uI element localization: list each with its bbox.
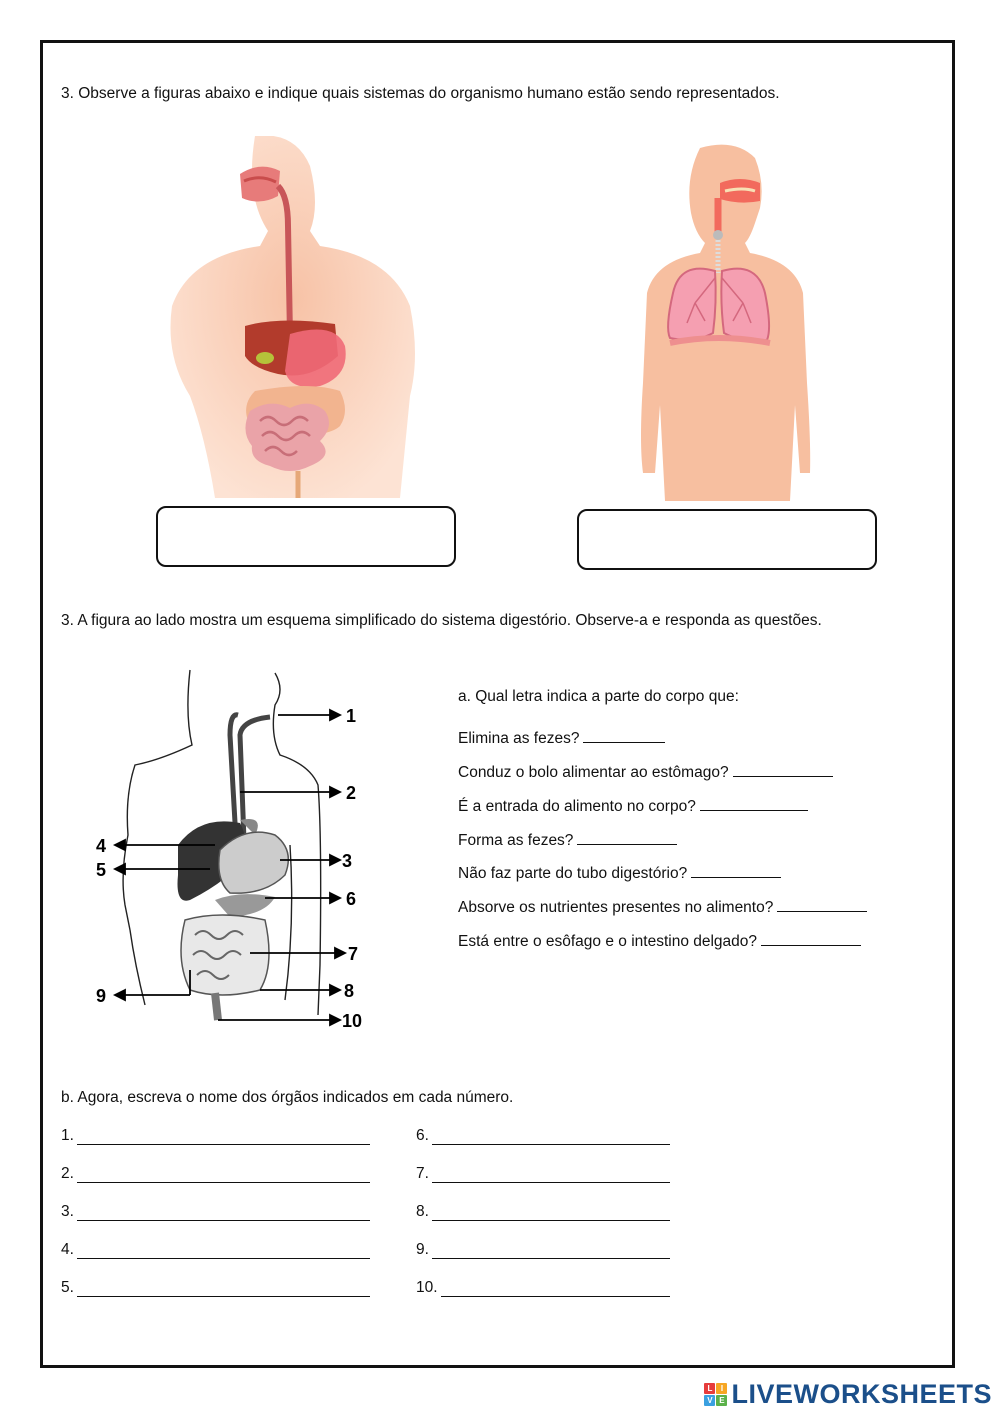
part-a-item: Não faz parte do tubo digestório? bbox=[458, 861, 781, 883]
diagram-label-10: 10 bbox=[342, 1011, 363, 1031]
diagram-label-5: 5 bbox=[96, 860, 107, 880]
numbered-digestive-diagram bbox=[90, 665, 380, 1035]
organ-answer-row: 7. bbox=[416, 1165, 670, 1183]
part-a-item: Absorve os nutrientes presentes no alimento? bbox=[458, 895, 867, 917]
organ-answer-row: 9. bbox=[416, 1241, 670, 1259]
organ-answer-line[interactable] bbox=[77, 1128, 370, 1145]
organ-answer-row: 6. bbox=[416, 1127, 670, 1145]
organ-answer-line[interactable] bbox=[77, 1166, 370, 1183]
diagram-label-3: 3 bbox=[342, 851, 353, 871]
diagram-label-4: 4 bbox=[96, 836, 107, 856]
part-a-title: a. Qual letra indica a parte do corpo que: bbox=[458, 688, 739, 705]
digestive-system-answer-box[interactable] bbox=[156, 506, 456, 567]
part-b-title: b. Agora, escreva o nome dos órgãos indicados em cada número. bbox=[61, 1089, 514, 1106]
diagram-label-9: 9 bbox=[96, 986, 107, 1006]
respiratory-system-answer-box[interactable] bbox=[577, 509, 877, 570]
answer-blank[interactable] bbox=[691, 861, 781, 878]
organ-answer-line[interactable] bbox=[77, 1242, 370, 1259]
organ-answer-row: 4. bbox=[61, 1241, 370, 1259]
question-digestive-scheme: 3. A figura ao lado mostra um esquema simplificado do sistema digestório. Observe-a e responda as questões. bbox=[61, 612, 822, 629]
part-a-item: É a entrada do alimento no corpo? bbox=[458, 794, 808, 816]
logo-text: LIVEWORKSHEETS bbox=[731, 1379, 992, 1409]
organ-answer-line[interactable] bbox=[432, 1242, 670, 1259]
answer-blank[interactable] bbox=[761, 929, 861, 946]
organ-answer-line[interactable] bbox=[441, 1280, 670, 1297]
diagram-label-7: 7 bbox=[348, 944, 359, 964]
logo-grid-icon: L I V E bbox=[704, 1383, 727, 1406]
respiratory-system-figure bbox=[625, 143, 825, 501]
part-a-item: Conduz o bolo alimentar ao estômago? bbox=[458, 760, 833, 782]
diagram-label-8: 8 bbox=[344, 981, 355, 1001]
organ-answer-row: 8. bbox=[416, 1203, 670, 1221]
question-identify-systems: 3. Observe a figuras abaixo e indique quais sistemas do organismo humano estão sendo representados. bbox=[61, 85, 780, 102]
diagram-label-6: 6 bbox=[346, 889, 357, 909]
organ-answer-line[interactable] bbox=[77, 1280, 370, 1297]
organ-answer-line[interactable] bbox=[432, 1204, 670, 1221]
organ-answer-row: 1. bbox=[61, 1127, 370, 1145]
digestive-system-figure bbox=[160, 136, 420, 498]
organ-answer-row: 3. bbox=[61, 1203, 370, 1221]
organ-answer-row: 2. bbox=[61, 1165, 370, 1183]
answer-blank[interactable] bbox=[583, 726, 665, 743]
diagram-label-1: 1 bbox=[346, 706, 357, 726]
organ-answer-line[interactable] bbox=[77, 1204, 370, 1221]
liveworksheets-logo[interactable] bbox=[704, 1379, 992, 1410]
answer-blank[interactable] bbox=[577, 828, 677, 845]
answer-blank[interactable] bbox=[700, 794, 808, 811]
organ-answer-line[interactable] bbox=[432, 1128, 670, 1145]
part-a-item: Está entre o esôfago e o intestino delgado? bbox=[458, 929, 861, 951]
part-a-item: Elimina as fezes? bbox=[458, 726, 665, 748]
part-a-item: Forma as fezes? bbox=[458, 828, 677, 850]
answer-blank[interactable] bbox=[777, 895, 867, 912]
organ-answer-row: 10. bbox=[416, 1279, 670, 1297]
organ-answer-line[interactable] bbox=[432, 1166, 670, 1183]
answer-blank[interactable] bbox=[733, 760, 833, 777]
diagram-label-2: 2 bbox=[346, 783, 357, 803]
organ-answer-row: 5. bbox=[61, 1279, 370, 1297]
